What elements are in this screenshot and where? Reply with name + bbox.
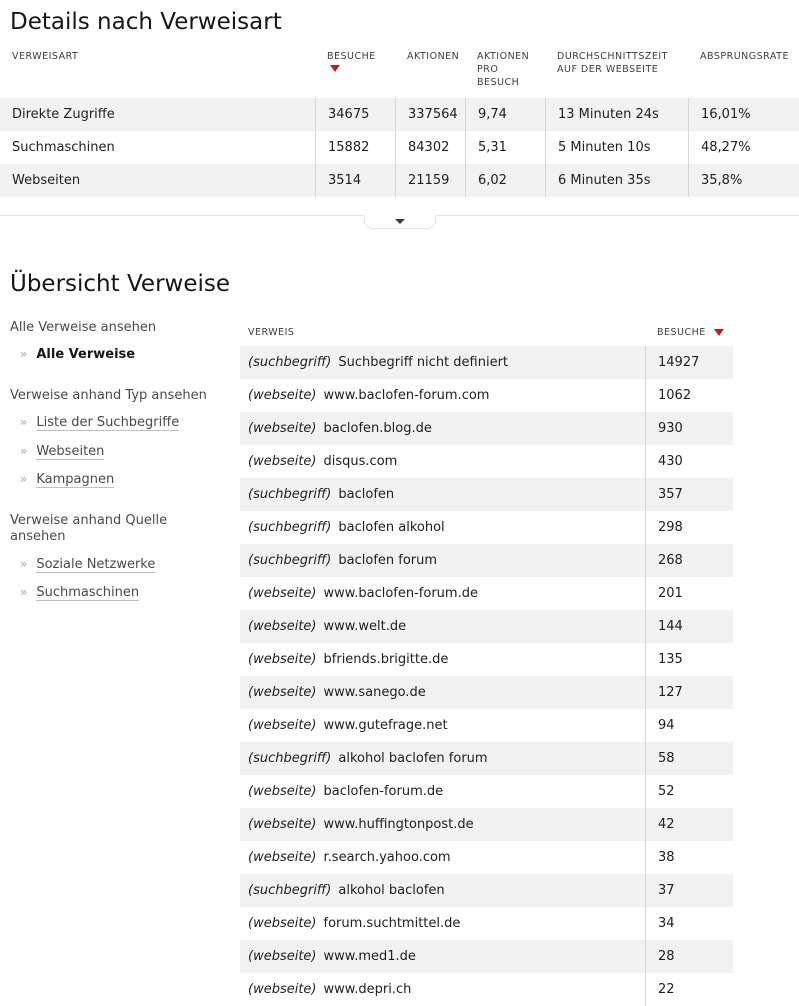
besuche-value: 52 — [645, 775, 733, 808]
referrer-label[interactable]: (suchbegriff) baclofen — [248, 486, 395, 502]
table-row — [240, 346, 733, 379]
referrer-type: (webseite) — [248, 915, 317, 931]
referrer-type: (webseite) — [248, 717, 317, 733]
referrer-type: (webseite) — [248, 651, 317, 667]
table-row — [240, 478, 733, 511]
besuche-value: 135 — [645, 643, 733, 676]
table-row — [240, 808, 733, 841]
referrer-label[interactable]: (suchbegriff) alkohol baclofen — [248, 882, 445, 898]
referrer-type: (webseite) — [248, 783, 317, 799]
sort-desc-icon — [330, 65, 340, 72]
chevron-bullet-icon: » — [20, 347, 28, 362]
referrer-type: (suchbegriff) — [248, 552, 332, 568]
referrer-type: (webseite) — [248, 981, 317, 997]
table-row — [0, 98, 799, 131]
referrer-label[interactable]: (webseite) r.search.yahoo.com — [248, 849, 451, 865]
table-row — [240, 874, 733, 907]
durchschnittszeit-value: 13 Minuten 24s — [545, 98, 688, 131]
column-header-besuche[interactable]: BESUCHE — [645, 327, 733, 338]
referrer-type: (suchbegriff) — [248, 882, 332, 898]
aktionen-pro-besuch-value: 5,31 — [465, 131, 545, 164]
besuche-value: 34 — [645, 907, 733, 940]
referrer-type: (suchbegriff) — [248, 519, 332, 535]
sidebar-item-suchmaschinen[interactable] — [20, 584, 240, 602]
table-row — [240, 511, 733, 544]
besuche-value: 34675 — [315, 98, 395, 131]
referrer-label[interactable]: (webseite) forum.suchtmittel.de — [248, 915, 461, 931]
table-row — [240, 577, 733, 610]
referrer-label[interactable]: (webseite) disqus.com — [248, 453, 398, 469]
table-row — [240, 841, 733, 874]
sidebar-group-header: Alle Verweise ansehen — [10, 319, 157, 335]
absprungsrate-value: 48,27% — [688, 131, 799, 164]
table-row — [240, 775, 733, 808]
referrer-table-header — [240, 320, 733, 346]
sidebar-item-label[interactable]: Kampagnen — [36, 471, 115, 487]
referrer-type: (webseite) — [248, 453, 317, 469]
besuche-value: 37 — [645, 874, 733, 907]
besuche-value: 144 — [645, 610, 733, 643]
sidebar-item-label[interactable]: Suchmaschinen — [36, 584, 140, 600]
sidebar-item-suchbegriffe[interactable] — [20, 414, 240, 432]
column-header-aktionen[interactable]: AKTIONEN — [407, 50, 460, 62]
besuche-value: 1062 — [645, 379, 733, 412]
row-label[interactable]: Webseiten — [12, 172, 81, 188]
referrer-table-body — [240, 346, 733, 1006]
sidebar-item-alle-verweise[interactable] — [20, 346, 240, 364]
column-header-absprungsrate[interactable]: ABSPRUNGSRATE — [700, 50, 789, 62]
row-label[interactable]: Suchmaschinen — [12, 139, 115, 155]
column-header-besuche[interactable]: BESUCHE — [315, 46, 395, 77]
referrer-type: (webseite) — [248, 618, 317, 634]
referrer-type: (webseite) — [248, 387, 317, 403]
aktionen-value: 84302 — [395, 131, 465, 164]
besuche-value: 930 — [645, 412, 733, 445]
sort-desc-icon — [714, 329, 724, 336]
besuche-value: 268 — [645, 544, 733, 577]
referrer-label[interactable]: (webseite) bfriends.brigitte.de — [248, 651, 449, 667]
durchschnittszeit-value: 6 Minuten 35s — [545, 164, 688, 197]
referrer-label[interactable]: (suchbegriff) alkohol baclofen forum — [248, 750, 488, 766]
besuche-value: 201 — [645, 577, 733, 610]
table-row — [240, 643, 733, 676]
referrer-label[interactable]: (suchbegriff) baclofen alkohol — [248, 519, 445, 535]
referrer-sidebar — [0, 320, 240, 1006]
referrer-label[interactable]: (webseite) www.baclofen-forum.de — [248, 585, 478, 601]
referrer-type: (webseite) — [248, 816, 317, 832]
sidebar-group-header: Verweise anhand Typ ansehen — [10, 388, 207, 404]
absprungsrate-value: 35,8% — [688, 164, 799, 197]
referrer-label[interactable]: (suchbegriff) Suchbegriff nicht definiert — [248, 354, 509, 370]
table-row — [240, 742, 733, 775]
durchschnittszeit-value: 5 Minuten 10s — [545, 131, 688, 164]
table-row — [240, 709, 733, 742]
besuche-value: 298 — [645, 511, 733, 544]
table-row — [0, 164, 799, 197]
table-row — [240, 940, 733, 973]
besuche-value: 15882 — [315, 131, 395, 164]
table-row — [240, 412, 733, 445]
besuche-value: 22 — [645, 973, 733, 1006]
aktionen-value: 21159 — [395, 164, 465, 197]
aktionen-pro-besuch-value: 9,74 — [465, 98, 545, 131]
referrer-type: (webseite) — [248, 585, 317, 601]
referrer-type: (webseite) — [248, 948, 317, 964]
sidebar-item-label[interactable]: Soziale Netzwerke — [36, 556, 156, 572]
referrer-label[interactable]: (webseite) www.welt.de — [248, 618, 407, 634]
referrer-label[interactable]: (webseite) www.huffingtonpost.de — [248, 816, 474, 832]
column-header-aktionen-pro-besuch[interactable]: AKTIONEN PRO BESUCH — [477, 50, 530, 89]
table-row — [240, 379, 733, 412]
sidebar-group-quelle — [10, 513, 240, 602]
referrer-type: (webseite) — [248, 684, 317, 700]
referrer-type: (suchbegriff) — [248, 486, 332, 502]
besuche-value: 42 — [645, 808, 733, 841]
chevron-bullet-icon: » — [20, 584, 28, 599]
referrer-label[interactable]: (webseite) www.gutefrage.net — [248, 717, 448, 733]
details-table-body — [0, 98, 799, 197]
besuche-value: 430 — [645, 445, 733, 478]
aktionen-value: 337564 — [395, 98, 465, 131]
referrer-type: (suchbegriff) — [248, 354, 332, 370]
sidebar-item-webseiten[interactable] — [20, 443, 240, 461]
column-header-verweis[interactable]: VERWEIS — [248, 327, 295, 339]
section-divider — [0, 215, 799, 216]
column-header-durchschnittszeit[interactable]: DURCHSCHNITTSZEIT AUF DER WEBSEITE — [557, 50, 668, 76]
besuche-value: 3514 — [315, 164, 395, 197]
chevron-bullet-icon: » — [20, 415, 28, 430]
referrer-type: (webseite) — [248, 420, 317, 436]
table-row — [0, 131, 799, 164]
besuche-value: 38 — [645, 841, 733, 874]
sidebar-group-header: Verweise anhand Quelle ansehen — [10, 513, 168, 545]
sidebar-item-label[interactable]: Webseiten — [36, 443, 105, 459]
table-row — [240, 676, 733, 709]
column-header-verweisart[interactable]: VERWEISART — [12, 50, 79, 62]
besuche-value: 357 — [645, 478, 733, 511]
referrer-label[interactable]: (webseite) baclofen-forum.de — [248, 783, 444, 799]
besuche-value: 58 — [645, 742, 733, 775]
referrer-label[interactable]: (webseite) baclofen.blog.de — [248, 420, 432, 436]
chevron-down-icon — [395, 219, 405, 224]
referrer-label[interactable]: (webseite) www.sanego.de — [248, 684, 426, 700]
sidebar-group-typ — [10, 388, 240, 489]
besuche-value: 127 — [645, 676, 733, 709]
besuche-value: 14927 — [645, 346, 733, 379]
overview-section-title: Übersicht Verweise — [10, 270, 231, 297]
referrer-label[interactable]: (webseite) www.baclofen-forum.com — [248, 387, 490, 403]
row-label[interactable]: Direkte Zugriffe — [12, 106, 115, 122]
absprungsrate-value: 16,01% — [688, 98, 799, 131]
chevron-bullet-icon: » — [20, 443, 28, 458]
table-row — [240, 907, 733, 940]
referrer-type: (suchbegriff) — [248, 750, 332, 766]
referrer-type: (webseite) — [248, 849, 317, 865]
table-row — [240, 445, 733, 478]
sidebar-item-label[interactable]: Liste der Suchbegriffe — [36, 415, 180, 431]
details-section-title: Details nach Verweisart — [10, 9, 282, 35]
sidebar-item-kampagnen[interactable] — [20, 471, 240, 489]
referrer-label[interactable]: (webseite) www.depri.ch — [248, 981, 412, 997]
aktionen-pro-besuch-value: 6,02 — [465, 164, 545, 197]
sidebar-item-label[interactable]: Alle Verweise — [36, 347, 136, 363]
sidebar-item-soziale-netzwerke[interactable] — [20, 556, 240, 574]
table-row — [240, 610, 733, 643]
sidebar-group-alle-verweise — [10, 320, 240, 364]
table-row — [240, 544, 733, 577]
referrer-label[interactable]: (webseite) www.med1.de — [248, 948, 416, 964]
besuche-value: 94 — [645, 709, 733, 742]
table-row — [240, 973, 733, 1006]
expand-table-button[interactable] — [364, 215, 436, 229]
details-table-header — [0, 46, 799, 98]
referrer-label[interactable]: (suchbegriff) baclofen forum — [248, 552, 438, 568]
besuche-value: 28 — [645, 940, 733, 973]
chevron-bullet-icon: » — [20, 556, 28, 571]
chevron-bullet-icon: » — [20, 471, 28, 486]
referrer-table — [240, 320, 733, 1006]
